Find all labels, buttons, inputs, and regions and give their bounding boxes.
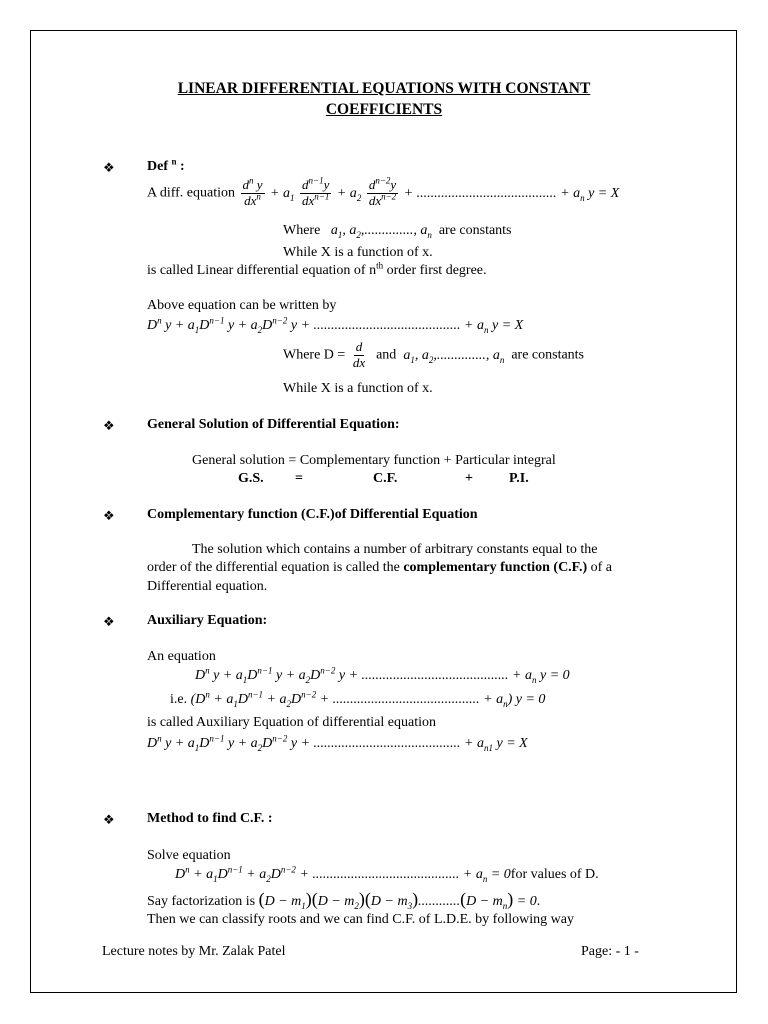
method-then-line: Then we can classify roots and we can find C.F. of L.D.E. by following way <box>147 912 574 927</box>
method-solve-line: Solve equation <box>147 848 231 863</box>
def-where-line: Where $a_1$, $a_2$,.............., $a_n$ are constants <box>283 223 512 240</box>
footer-page-number: Page: - 1 - <box>581 944 639 959</box>
cf-label: C.F. <box>373 471 398 486</box>
general-heading: General Solution of Differential Equation: <box>147 417 400 432</box>
def-equation: A diff. equation $\frac{d^n y}{dx^n}$ + $a_1$ $\frac{d^{n-1}y}{dx^{n-1}}$ + $a_2$ $\frac{d^{n-2}y}{dx^{n-2}}$ + ........................................ + $a_n$ y = X <box>147 175 620 208</box>
general-solution-line: General solution = Complementary function + Particular integral <box>192 453 556 468</box>
complementary-paragraph: The solution which contains a number of arbitrary constants equal to the order of the differential equation is called the complementary function (C.F.) of a Differential equation. <box>147 542 612 594</box>
method-equation: $D^n + a_1D^{n-1} + a_2D^{n-2}$ + .......................................... + $a_n = 0for$ values of D. <box>175 864 599 884</box>
def-called-line: is called Linear differential equation of $n^{th}$ order first degree. <box>147 260 487 278</box>
document-title-line2: COEFFICIENTS <box>325 101 443 118</box>
math-fraction: $\frac{d^n y}{dx^n}$ <box>242 175 263 208</box>
math-fraction: $\frac{d^{n-1}y}{dx^{n-1}}$ <box>302 175 330 208</box>
method-factorization-line: Say factorization is $(D - m_1)(D - m_2)(D - m_3)............(D - m_n) = 0$. <box>147 889 541 911</box>
diamond-bullet-icon: ❖ <box>103 160 115 175</box>
complementary-heading: Complementary function (C.F.)of Differential Equation <box>147 507 478 522</box>
document-title-line1: LINEAR DIFFERENTIAL EQUATIONS WITH CONSTANT <box>177 80 591 97</box>
auxiliary-equation: $D^n$ $y + a_1D^{n-1}$ $y + a_2D^{n-2}$ y + .......................................... + $a_n$ y = 0 <box>195 665 570 685</box>
gs-equals: = <box>295 471 303 486</box>
diamond-bullet-icon: ❖ <box>103 418 115 433</box>
def-above-line: Above equation can be written by <box>147 298 337 313</box>
auxiliary-intro: An equation <box>147 649 216 664</box>
auxiliary-factored-equation: i.e. ($D^n + a_1D^{n-1} + a_2D^{n-2}$ + .......................................... + $a_n$) y = 0 <box>170 689 546 709</box>
def-heading: Def $^n$ : <box>147 156 185 174</box>
pi-label: P.I. <box>509 471 529 486</box>
math-fraction: $\frac{d^{n-2}y}{dx^{n-2}}$ <box>368 175 397 208</box>
def-while-line: While X is a function of x. <box>283 245 433 260</box>
diamond-bullet-icon: ❖ <box>103 812 115 827</box>
gs-plus: + <box>465 471 473 486</box>
def-while-line-2: While X is a function of x. <box>283 381 433 396</box>
auxiliary-differential-equation: $D^n$ $y + a_1D^{n-1}$ $y + a_2D^{n-2}$ y + .......................................... + $a_{n1}$ y = X <box>147 733 528 753</box>
diamond-bullet-icon: ❖ <box>103 508 115 523</box>
diamond-bullet-icon: ❖ <box>103 614 115 629</box>
gs-label: G.S. <box>238 471 264 486</box>
operator-form-equation: $D^n$ $y + a_1D^{n-1}$ $y + a_2D^{n-2}$ y + .......................................... + $a_n$ y = X <box>147 315 524 335</box>
auxiliary-heading: Auxiliary Equation: <box>147 613 268 628</box>
footer-author: Lecture notes by Mr. Zalak Patel <box>102 944 286 959</box>
def-where-d-line: Where D = $\frac{d}{dx}$ and $a_1$, $a_2$,.............., $a_n$ are constants <box>283 339 585 370</box>
math-fraction: $\frac{d}{dx}$ <box>352 339 366 370</box>
auxiliary-called-line: is called Auxiliary Equation of differential equation <box>147 715 436 730</box>
method-heading: Method to find C.F. : <box>147 811 273 826</box>
def-intro: A diff. equation <box>147 185 236 201</box>
